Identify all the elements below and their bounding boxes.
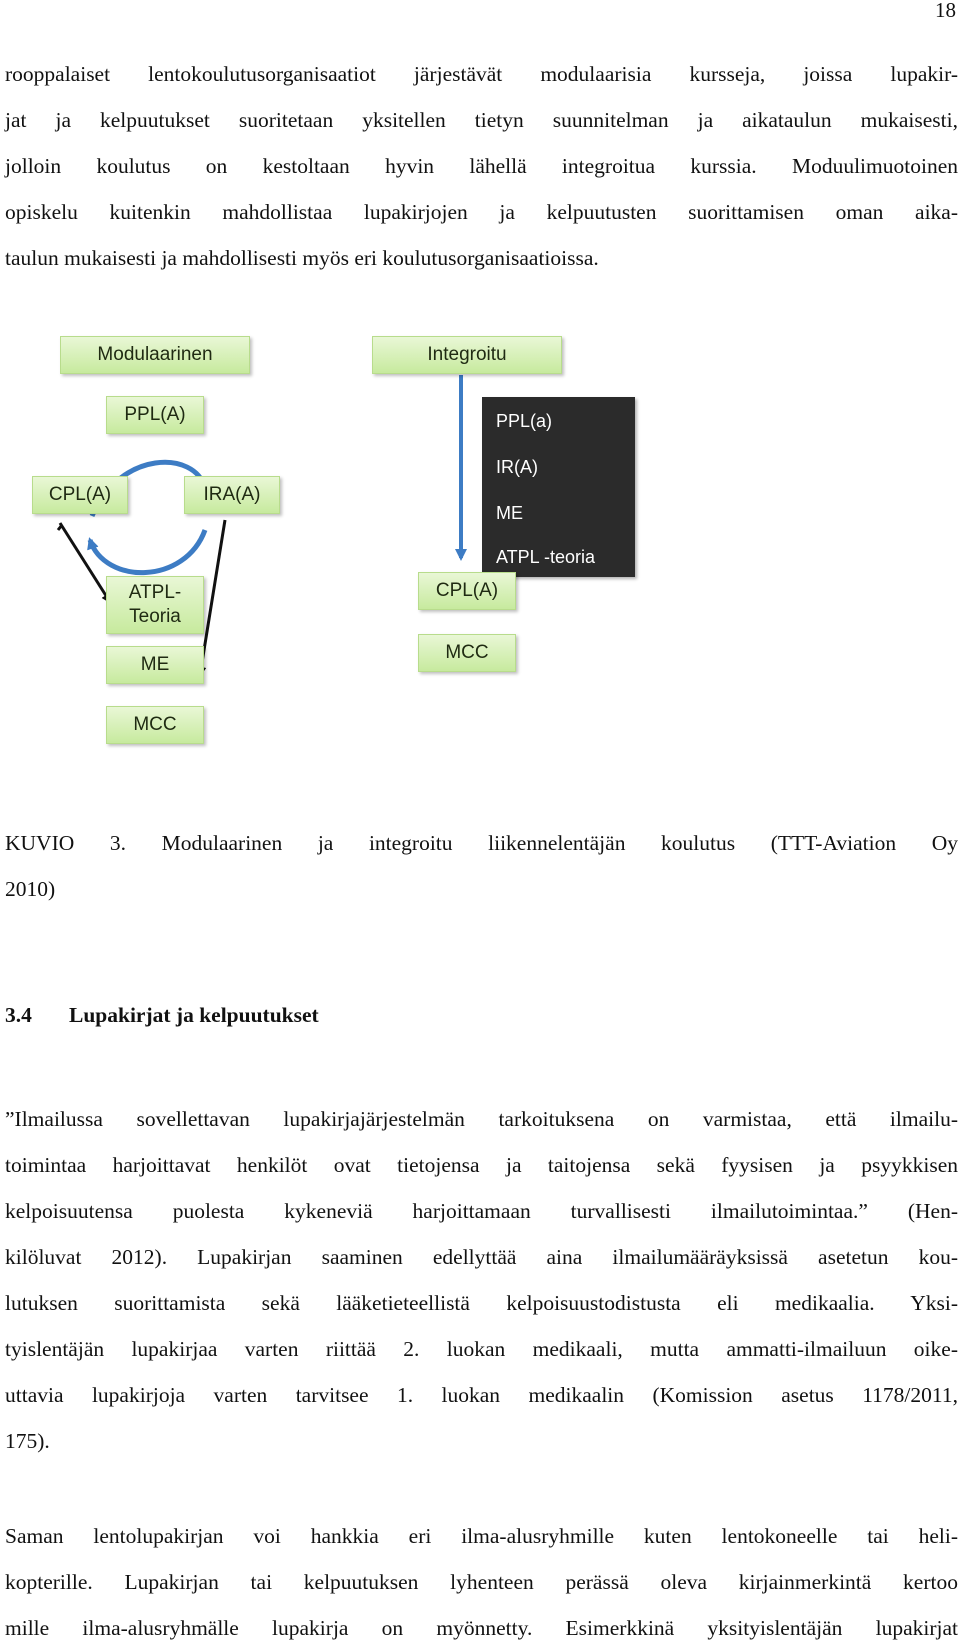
panel-item: PPL(a) <box>496 411 553 431</box>
training-diagram <box>0 340 960 770</box>
me-box: ME <box>106 646 204 684</box>
atpl-line1: ATPL- <box>128 582 182 603</box>
text-line: tyislentäjän lupakirjaa varten riittää 2. luokan medikaali, mutta ammatti-ilmailuun oike- <box>5 1337 958 1361</box>
text-line: jat ja kelpuutukset suoritetaan yksitellen tietyn suunnitelman ja aikataulun mukaisesti, <box>5 108 958 132</box>
atpl-line2: Teoria <box>129 606 181 627</box>
text-line: opiskelu kuitenkin mahdollistaa lupakirjojen ja kelpuutusten suorittamisen oman aika- <box>5 200 958 224</box>
text-line: 175). <box>5 1429 50 1453</box>
text-line: lutuksen suorittamista sekä lääketieteellistä kelpoisuustodistusta eli medikaalia. Yksi- <box>5 1291 958 1315</box>
ppl-box: PPL(A) <box>106 396 204 434</box>
mcc-box: MCC <box>106 706 204 744</box>
cpl-box: CPL(A) <box>32 476 128 514</box>
panel-item: ATPL -teoria <box>496 547 596 567</box>
paragraph-intro <box>5 51 958 281</box>
text-line: ”Ilmailussa sovellettavan lupakirjajärjestelmän tarkoituksena on varmistaa, että ilmailu- <box>5 1107 958 1131</box>
text-line: taulun mukaisesti ja mahdollisesti myös eri koulutusorganisaatioissa. <box>5 246 599 270</box>
paragraph-aircraft-categories <box>5 1513 958 1651</box>
caption-line: 2010) <box>5 877 56 901</box>
integrated-course-panel <box>482 397 635 577</box>
text-line: kilöluvat 2012). Lupakirjan saaminen edellyttää aina ilmailumääräyksissä asetetun kou- <box>5 1245 958 1269</box>
panel-item: ME <box>496 503 523 523</box>
integrated-mcc-box: MCC <box>418 634 516 672</box>
atpl-theory-box <box>106 576 204 634</box>
panel-item: IR(A) <box>496 457 538 477</box>
section-title: Lupakirjat ja kelpuutukset <box>69 1003 319 1027</box>
text-line: mille ilma-alusryhmälle lupakirja on myönnetty. Esimerkkinä yksityislentäjän lupakirjat <box>5 1616 958 1640</box>
arrow-tail <box>58 525 62 530</box>
cpl-to-atpl-arrow <box>60 523 110 602</box>
cycle-arrow-bottom <box>90 530 205 573</box>
text-line: rooppalaiset lentokoulutusorganisaatiot järjestävät modulaarisia kursseja, joissa lupakir- <box>5 62 958 86</box>
text-line: jolloin koulutus on kestoltaan hyvin lähellä integroitua kurssia. Moduulimuotoinen <box>5 154 958 178</box>
modular-header: Modulaarinen <box>60 336 250 374</box>
text-line: toimintaa harjoittavat henkilöt ovat tietojensa ja taitojensa sekä fyysisen ja psyykkisen <box>5 1153 958 1177</box>
paragraph-licences <box>5 1096 958 1464</box>
integrated-cpl-box: CPL(A) <box>418 572 516 610</box>
section-number: 3.4 <box>5 1003 32 1027</box>
text-line: kopterille. Lupakirjan tai kelpuutuksen lyhenteen perässä oleva kirjainmerkintä kertoo <box>5 1570 958 1594</box>
caption-line: KUVIO 3. Modulaarinen ja integroitu liikennelentäjän koulutus (TTT-Aviation Oy <box>5 831 958 855</box>
ira-box: IRA(A) <box>184 476 280 514</box>
text-line: uttavia lupakirjoja varten tarvitsee 1. luokan medikaalin (Komission asetus 1178/2011, <box>5 1383 958 1407</box>
text-line: Saman lentolupakirjan voi hankkia eri ilma-alusryhmille kuten lentokoneelle tai heli- <box>5 1524 958 1548</box>
page-number: 18 <box>935 0 956 22</box>
integrated-header: Integroitu <box>372 336 562 374</box>
figure-caption <box>5 820 958 912</box>
section-heading <box>5 1003 319 1028</box>
text-line: kelpoisuutensa puolesta kykeneviä harjoittamaan turvallisesti ilmailutoimintaa.” (Hen- <box>5 1199 958 1223</box>
